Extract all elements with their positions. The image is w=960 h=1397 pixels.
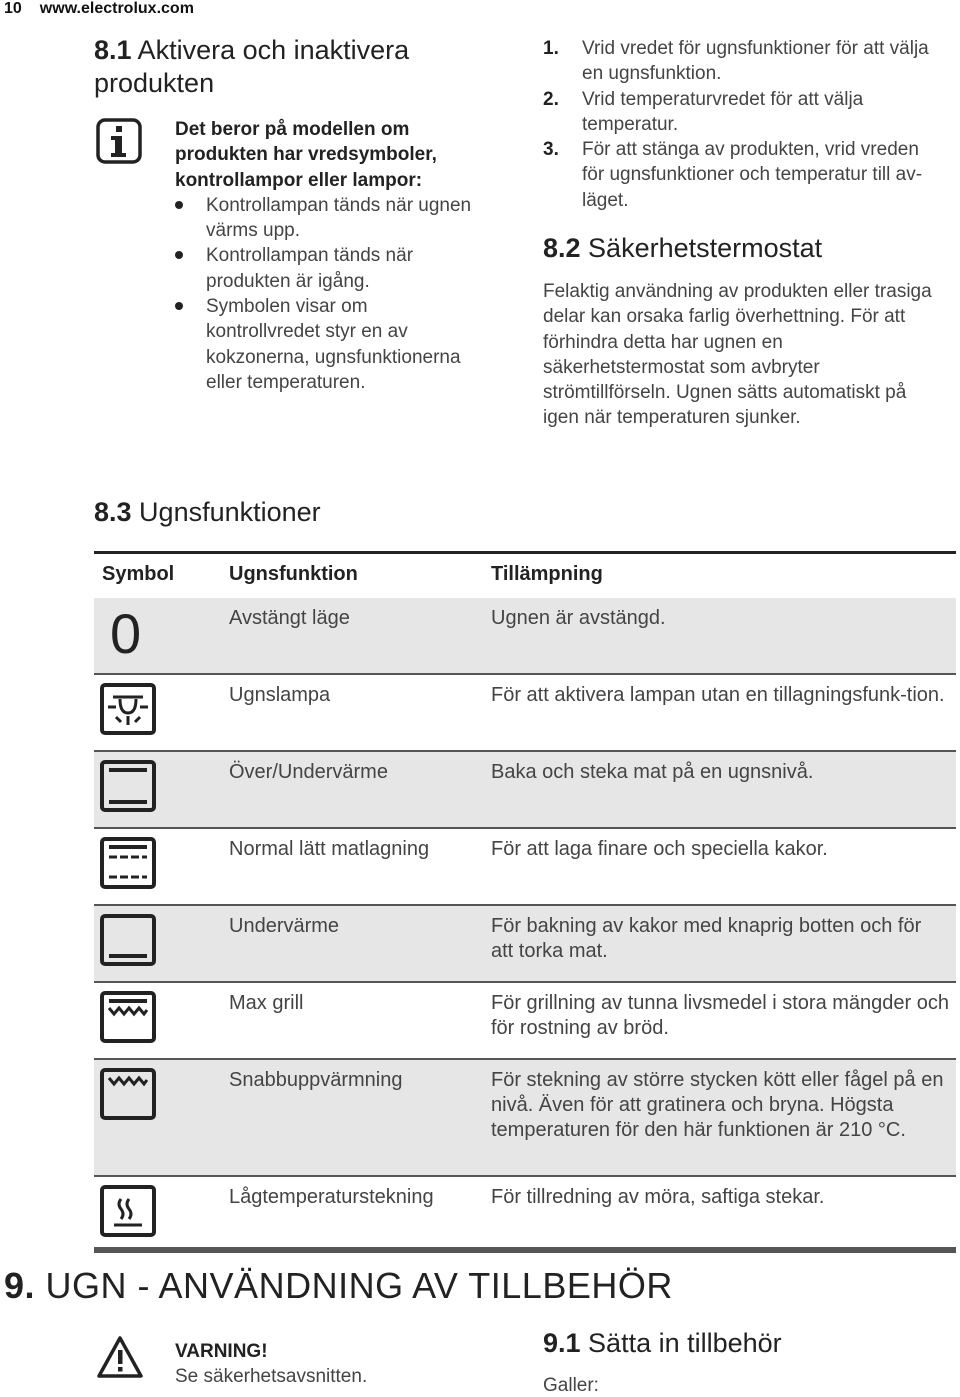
- function-application: Ugnen är avstängd.: [491, 607, 666, 629]
- step-number: 2.: [543, 88, 559, 110]
- info-lead: Det beror på modellen om produkten har vredsymboler, kontrollampor eller lampor:: [175, 119, 437, 191]
- list-item: [175, 243, 475, 294]
- oven-functions-table: [94, 551, 956, 1253]
- column-header-function: Ugnsfunktion: [229, 563, 358, 585]
- info-bullet-list: [175, 193, 475, 395]
- section-number: 8.3: [94, 497, 132, 527]
- chapter-title-text: UGN - ANVÄNDNING AV TILLBEHÖR: [35, 1265, 673, 1306]
- section-8-3-title: [94, 496, 494, 529]
- galler-label: Galler:: [543, 1375, 599, 1396]
- info-box: [175, 117, 475, 395]
- section-8-1-title: [94, 34, 494, 100]
- warning-text: Se säkerhetsavsnitten.: [175, 1366, 368, 1387]
- site-url: www.electrolux.com: [39, 0, 194, 17]
- table-row: [94, 829, 956, 906]
- bottom-heat-icon: [100, 914, 156, 966]
- table-row: [94, 1060, 956, 1177]
- function-name: Avstängt läge: [229, 607, 350, 629]
- function-name: Lågtemperaturstekning: [229, 1186, 434, 1208]
- page-number: 10: [4, 0, 22, 17]
- steps-list: [543, 36, 943, 213]
- off-zero-icon: 0: [110, 602, 142, 665]
- step-text: Vrid vredet för ugnsfunktioner för att välja en ugnsfunktion.: [582, 38, 929, 85]
- step-number: 1.: [543, 38, 559, 59]
- column-header-application: Tillämpning: [491, 563, 603, 585]
- section-title-text: Säkerhetstermostat: [580, 233, 823, 263]
- step-text: För att stänga av produkten, vrid vreden för ugnsfunktioner och temperatur till av-läget.: [582, 139, 923, 211]
- step-number: 3.: [543, 139, 559, 161]
- top-bottom-heat-icon: [100, 760, 156, 812]
- warning-heading: VARNING!: [175, 1341, 268, 1362]
- section-title-text: Aktivera och inaktivera produkten: [94, 35, 410, 98]
- function-application: För att laga finare och speciella kakor.: [491, 838, 828, 860]
- section-title-text: Sätta in tillbehör: [580, 1328, 782, 1358]
- function-application: För tillredning av möra, saftiga stekar.: [491, 1186, 825, 1208]
- chapter-number: 9.: [4, 1265, 36, 1306]
- function-application: Baka och steka mat på en ugnsnivå.: [491, 761, 814, 783]
- step-item: [543, 137, 943, 213]
- function-name: Normal lätt matlagning: [229, 838, 430, 860]
- function-name: Max grill: [229, 992, 304, 1014]
- step-item: [543, 87, 943, 138]
- section-8-2-title: [543, 232, 943, 265]
- chapter-9-title: [4, 1265, 673, 1307]
- section-title-text: Ugnsfunktioner: [131, 497, 321, 527]
- section-8-2-text: Felaktig användning av produkten eller trasiga delar kan orsaka farlig överhettning. För att förhindra detta har ugnen en säkerhetstermostat som avbryter strömtillförseln. Ugnen sätts automatiskt på igen när temperaturen sjunker.: [543, 281, 932, 429]
- function-name: Snabbuppvärmning: [229, 1069, 403, 1091]
- column-header-symbol: Symbol: [102, 563, 175, 585]
- warning-triangle-icon: [96, 1335, 144, 1379]
- moist-fan-baking-icon: [100, 837, 156, 889]
- table-row: [94, 752, 956, 829]
- bullet-dot: [175, 251, 183, 259]
- section-number: 8.2: [543, 233, 581, 263]
- section-9-1-title: [543, 1327, 943, 1360]
- max-grill-icon: [100, 991, 156, 1043]
- function-application: För att aktivera lampan utan en tillagningsfunk-tion.: [491, 684, 945, 706]
- section-number: 8.1: [94, 35, 132, 65]
- step-item: [543, 36, 943, 87]
- page-header: [4, 0, 194, 18]
- table-row: [94, 675, 956, 752]
- bullet-dot: [175, 201, 183, 209]
- function-name: Ugnslampa: [229, 684, 331, 706]
- bullet-text: Symbolen visar om kontrollvredet styr en av kokzonerna, ugnsfunktionerna eller temperaturen.: [206, 296, 461, 393]
- table-row: [94, 906, 956, 983]
- oven-lamp-icon: [100, 683, 156, 735]
- function-application: För grillning av tunna livsmedel i stora mängder och för rostning av bröd.: [491, 992, 949, 1039]
- fast-heat-up-icon: [100, 1068, 156, 1120]
- info-icon: [96, 118, 142, 164]
- table-row: [94, 983, 956, 1060]
- bullet-text: Kontrollampan tänds när ugnen värms upp.: [206, 194, 472, 242]
- table-header: [94, 554, 956, 598]
- section-number: 9.1: [543, 1328, 581, 1358]
- function-name: Undervärme: [229, 915, 340, 937]
- function-application: För stekning av större stycken kött eller fågel på en nivå. Även för att gratinera och bryna. Högsta temperaturen för den här funktionen är 210 °C.: [491, 1069, 944, 1141]
- function-application: För bakning av kakor med knaprig botten och för att torka mat.: [491, 915, 922, 962]
- list-item: [175, 294, 475, 395]
- table-row: [94, 598, 956, 675]
- table-row: [94, 1177, 956, 1253]
- bullet-dot: [175, 302, 183, 310]
- step-text: Vrid temperaturvredet för att välja temperatur.: [582, 88, 864, 135]
- low-temp-cooking-icon: [100, 1185, 156, 1237]
- bullet-text: Kontrollampan tänds när produkten är igång.: [206, 245, 414, 292]
- function-name: Över/Undervärme: [229, 761, 388, 783]
- list-item: [175, 193, 475, 244]
